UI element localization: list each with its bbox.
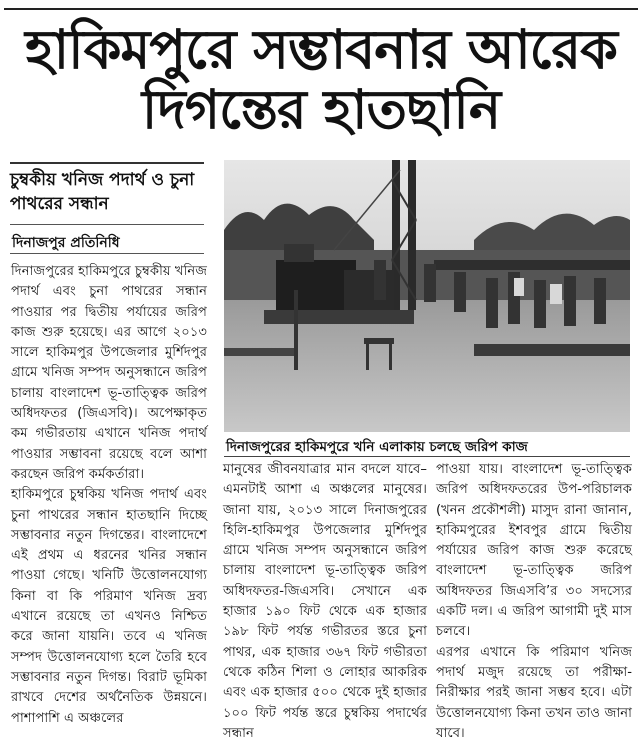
- article-column-1: [11, 262, 207, 729]
- column-3-paragraph-1: পাওয়া যায়। বাংলাদেশ ভূ-তাত্ত্বিক জরিপ অধিদফতরের উপ-পরিচালক (খনন প্রকৌশলী) মাসুদ রানা জানান, হাকিমপুরের ইশবপুর গ্রামে দ্বিতীয় পর্যায়ের জরিপ কাজ শুরু করেছে বাংলাদেশ ভূ-তাত্ত্বিক জরিপ অধিদফতর জিএসবি’র ৩০ সদস্যের একটি দল। এ জরিপ আগামী দুই মাস চলবে।: [436, 462, 632, 640]
- headline-line-1: হাকিমপুরে সম্ভাবনার আরেক: [25, 18, 617, 81]
- byline: দিনাজপুর প্রতিনিধি: [12, 235, 120, 251]
- subheadline-box: [10, 162, 204, 216]
- photo-caption: দিনাজপুরের হাকিমপুরে খনি এলাকায় চলছে জরিপ কাজ: [226, 439, 528, 455]
- caption-rule: [224, 456, 630, 457]
- article-column-3: [436, 460, 632, 744]
- drilling-site-image: [224, 160, 630, 432]
- column-1-paragraph-1: দিনাজপুরের হাকিমপুরে চুম্বকীয় খনিজ পদার্থ এবং চুনা পাথরের সন্ধান পাওয়ার পর দ্বিতীয় পর্যায়ের জরিপ কাজ শুরু হয়েছে। এর আগে ২০১৩ সালে হাকিমপুর উপজেলার মুর্শিদপুর গ্রামে খনিজ সম্পদ অনুসন্ধানে জরিপ চালায় বাংলাদেশ ভূ-তাত্ত্বিক জরিপ অধিদফতর (জিএসবি)। অপেক্ষাকৃত কম গভীরতায় এখানে খনিজ পদার্থ পাওয়ার সম্ভাবনা রয়েছে বলে আশা করছেন জরিপ কর্মকর্তারা।: [11, 264, 207, 482]
- headline-line-2: দিগন্তের হাতছানি: [141, 78, 501, 141]
- byline-top-rule: [10, 224, 204, 225]
- column-1-paragraph-2: হাকিমপুরে চুম্বকিয় খনিজ পদার্থ এবং চুনা পাথরের সন্ধান হাতছানি দিচ্ছে সম্ভাবনার নতুন দিগন্তের। বাংলাদেশে এই প্রথম এ ধরনের খনির সন্ধান পাওয়া গেছে। খনিটি উত্তোলনযোগ্য কিনা বা কি পরিমাণ খনিজ দ্রব্য এখানে রয়েছে তা এখনও নিশ্চিত করে জানা যায়নি। তবে এ খনিজ সম্পদ উত্তোলনযোগ্য হলে তৈরি হবে সম্ভাবনার নতুন দিগন্ত। বিরাট ভূমিকা রাখবে দেশের অর্থনৈতিক উন্নয়নে। পাশাপাশি এ অঞ্চলের: [11, 487, 207, 726]
- column-2-paragraph-1: মানুষের জীবনযাত্রার মান বদলে যাবে–এমনটাই আশা এ অঞ্চলের মানুষের। জানা যায়, ২০১৩ সালে দিনাজপুরের হিলি-হাকিমপুর উপজেলার মুর্শিদপুর গ্রামে খনিজ সম্পদ অনুসন্ধানে জরিপ চালায় বাংলাদেশ ভূ-তাত্ত্বিক জরিপ অধিদফতর-জিএসবি। সেখানে এক হাজার ১৯০ ফিট থেকে এক হাজার ১৯৮ ফিট পর্যন্ত গভীরতর স্তরে চুনা পাথর, এক হাজার ৩৬৭ ফিট গভীরতা থেকে কঠিন শিলা ও লোহার আকরিক এবং এক হাজার ৫০০ থেকে দুই হাজার ১০০ ফিট পর্যন্ত স্তরে চুম্বকিয় পদার্থের সন্ধান: [223, 462, 427, 741]
- article-column-2: [223, 460, 427, 744]
- headline: [8, 20, 634, 140]
- subheadline: চুম্বকীয় খনিজ পদার্থ ও চুনা পাথরের সন্ধান: [10, 170, 195, 214]
- subheadline-top-rule: [10, 162, 204, 164]
- byline-bottom-rule: [10, 253, 204, 254]
- column-3-paragraph-2: এরপর এখানে কি পরিমাণ খনিজ পদার্থ মজুদ রয়েছে তা পরীক্ষা-নিরীক্ষার পরই জানা সম্ভব হবে। এটা উত্তোলনযোগ্য কিনা তখন তাও জানা যাবে।: [436, 644, 632, 741]
- top-rule: [4, 8, 638, 10]
- news-photo: [224, 160, 630, 432]
